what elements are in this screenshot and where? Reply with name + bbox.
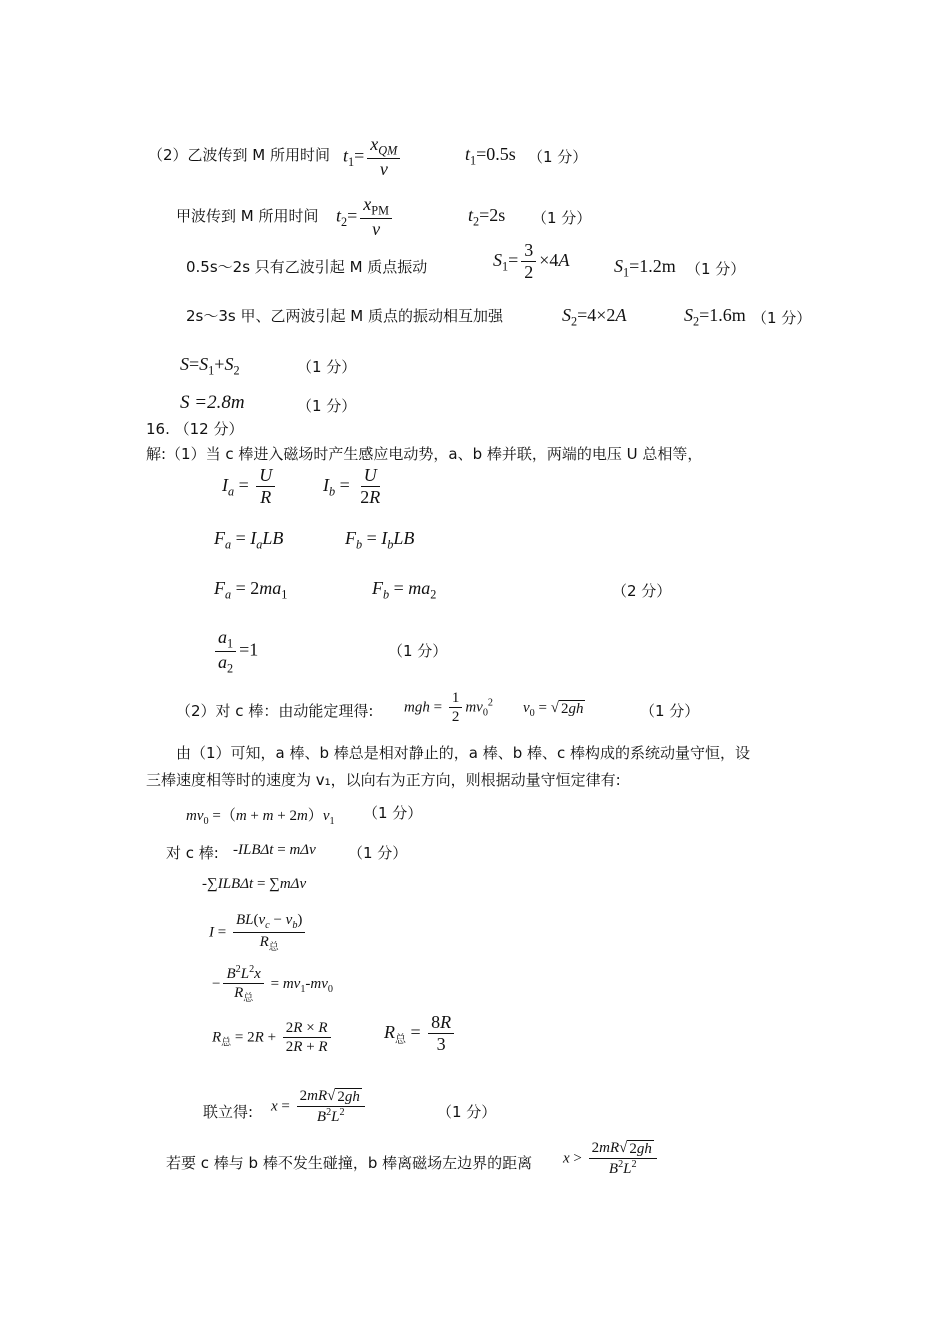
newton-b-formula: $F_b = ma_2$: [372, 578, 437, 602]
s1-result: $S_1=1.2m$: [614, 256, 676, 280]
distance-relation-formula: − $\frac{B^2L^2x}{R_总}$ = $mv_1-mv_0$: [212, 964, 333, 1005]
score-badge: （2 分）: [612, 582, 672, 600]
momentum-para-line1: 由（1）可知，a 棒、b 棒总是相对静止的，a 棒、b 棒、c 棒构成的系统动量守恒，设: [176, 744, 751, 762]
score-badge: （1 分）: [686, 260, 746, 278]
impulse-sum-formula: -∑ILBΔt = ∑mΔv: [202, 876, 307, 892]
acceleration-ratio: $\frac{a_1}{a_2}$ =1: [212, 627, 258, 676]
momentum-para-line2: 三棒速度相等时的速度为 v₁，以向右为正方向，则根据动量守恒定律有:: [146, 771, 621, 789]
score-badge: （1 分）: [532, 209, 592, 227]
current-ia-formula: $I_a$ = $\frac{U}{R}$: [222, 465, 278, 508]
total-resistance-result: $R_总$ = $\frac{8R}{3}$: [384, 1012, 457, 1055]
wave-a-time-formula: $t_2=$ $\frac{x_{PM}}{v}$: [336, 194, 395, 240]
question-16-header: 16. （12 分）: [146, 420, 244, 438]
combine-label: 联立得:: [203, 1103, 254, 1121]
s2-result: $S_2=1.6m$: [684, 305, 746, 329]
part2-rod-c-label: （2）对 c 棒：由动能定理得:: [176, 702, 374, 720]
wave-a-time-result: $t_2=2s$: [468, 205, 506, 229]
score-badge: （1 分）: [297, 358, 357, 376]
score-badge: （1 分）: [528, 148, 588, 166]
wave-b-time-label: （2）乙波传到 M 所用时间: [148, 146, 331, 164]
conclusion-label: 若要 c 棒与 b 棒不发生碰撞，b 棒离磁场左边界的距离: [166, 1154, 533, 1172]
distance-result-formula: x = 2mR √ 2gh $B^2L^2$: [271, 1088, 368, 1126]
kinetic-energy-formula: mgh = $\frac{1}{2}$ $mv_0^2$: [404, 690, 493, 726]
question-16-intro: 解:（1）当 c 棒进入磁场时产生感应电动势，a、b 棒并联，两端的电压 U 总相等，: [146, 445, 703, 463]
s2-formula: $S_2=4\times 2A$: [562, 305, 627, 329]
score-badge: （1 分）: [388, 642, 448, 660]
interval2-label: 2s～3s 甲、乙两波引起 M 质点的振动相互加强: [186, 307, 503, 325]
score-badge: （1 分）: [348, 844, 408, 862]
current-ib-formula: $I_b$ = $\frac{U}{2R}$: [323, 465, 381, 507]
momentum-conservation-formula: $mv_0 =(m + m + 2m)v_1$: [186, 806, 335, 827]
force-fb-formula: $F_b = I_bLB$: [345, 528, 415, 552]
force-fa-formula: $F_a = I_aLB$: [214, 528, 284, 552]
interval1-label: 0.5s～2s 只有乙波引起 M 质点振动: [186, 258, 428, 276]
score-badge: （1 分）: [640, 702, 700, 720]
newton-a-formula: $F_a = 2ma_1$: [214, 578, 288, 602]
total-s-result: S =2.8m: [180, 392, 245, 413]
score-badge: （1 分）: [752, 309, 812, 327]
score-badge: （1 分）: [297, 397, 357, 415]
score-badge: （1 分）: [363, 804, 423, 822]
total-s-formula: $S=S_1+S_2$: [180, 354, 240, 378]
total-resistance-formula: $R_总 = 2R$ + $\frac{2R \times R}{2R + R}$: [212, 1020, 334, 1056]
wave-a-time-label: 甲波传到 M 所用时间: [176, 207, 319, 225]
conclusion-inequality: x > 2mR √ 2gh $B^2L^2$: [563, 1140, 660, 1178]
initial-velocity-formula: $v_0$ = √ 2gh: [523, 700, 584, 719]
score-badge: （1 分）: [437, 1103, 497, 1121]
rod-c-label: 对 c 棒:: [166, 844, 219, 862]
wave-b-time-result: $t_1=0.5s$: [465, 144, 516, 168]
wave-b-time-formula: $t_1=$ $\frac{x_{QM}}{v}$: [343, 134, 403, 180]
current-expression-formula: I = $\frac{BL(v_c - v_b)}{R_总}$: [209, 912, 308, 954]
s1-formula: $S_1=$ $\frac{3}{2}$ ×4A: [493, 240, 570, 282]
impulse-formula: -ILBΔt = mΔv: [233, 842, 316, 858]
